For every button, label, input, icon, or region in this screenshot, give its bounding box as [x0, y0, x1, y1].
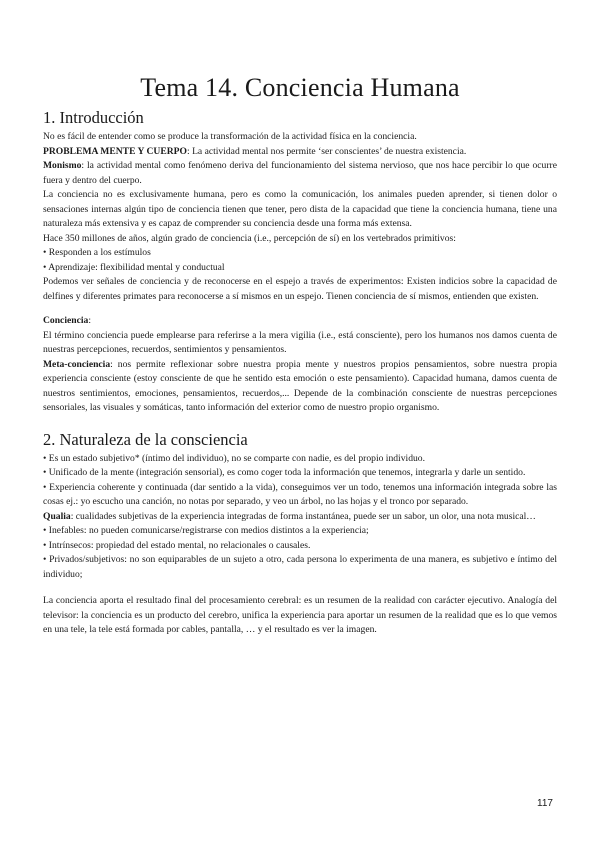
- term-label: PROBLEMA MENTE Y CUERPO: [43, 145, 187, 157]
- paragraph: Qualia: cualidades subjetivas de la experiencia integradas de forma instantánea, puede ser un sabor, un olor, una nota musical…: [43, 510, 536, 522]
- list-item: • Intrínsecos: propiedad del estado mental, no relacionales o causales.: [43, 539, 311, 551]
- term-label: Meta-conciencia: [43, 358, 111, 370]
- section-heading-naturaleza: 2. Naturaleza de la consciencia: [43, 429, 248, 449]
- paragraph: Podemos ver señales de conciencia y de reconocerse en el espejo a través de experimentos: Existen indicios sobre la capacidad de delfines y diferentes primates para reconocerse a sí mismos en un espejo. Tienen conciencia de sí mismos, entienden que existen.: [43, 276, 557, 302]
- section-heading-introduccion: 1. Introducción: [43, 108, 144, 127]
- list-item: • Aprendizaje: flexibilidad mental y conductual: [43, 261, 225, 273]
- page-number: 117: [537, 798, 553, 809]
- paragraph: El término conciencia puede emplearse para referirse a la mera vigilia (i.e., está consciente), pero los humanos nos damos cuenta de nuestras percepciones, recuerdos, sentimientos y pensamientos.: [43, 329, 557, 355]
- list-item: • Privados/subjetivos: no son equiparables de un sujeto a otro, cada persona lo experimenta de una manera, es subjetivo e íntimo del individuo;: [43, 554, 557, 580]
- document-page: [43, 72, 557, 638]
- list-item: • Responden a los estímulos: [43, 247, 151, 258]
- paragraph: Meta-conciencia: nos permite reflexionar sobre nuestra propia mente y nuestros propios pensamientos, sobre nuestra propia experiencia consciente (estoy consciente de que he sentido esta emoción o este pensamiento). Capacidad humana, damos cuenta de nuestros sentimientos, emociones, pensamientos, recuerdos,... Depende de la combinación consciente de nuestras percepciones sensoriales, las visuales y somáticas, tanto información del exterior como de nuestro propio organismo.: [43, 358, 557, 413]
- paragraph: No es fácil de entender como se produce la transformación de la actividad física en la conciencia.: [43, 131, 417, 142]
- paragraph: La conciencia no es exclusivamente humana, pero es como la comunicación, los animales pueden aprender, si tienen dolor o sensaciones internas algún tipo de conciencia tienen que tener, pero dista de la capacidad que tiene la conciencia humana, tiene una naturaleza más extensiva y es capaz de comprender su conciencia desde una forma más extensa.: [43, 189, 557, 229]
- paragraph: Conciencia:: [43, 315, 91, 326]
- term-label: Monismo: [43, 160, 82, 171]
- list-item: • Inefables: no pueden comunicarse/registrarse con medios distintos a la experiencia;: [43, 525, 369, 536]
- list-item: • Es un estado subjetivo* (íntimo del individuo), no se comparte con nadie, es del propio individuo.: [43, 452, 425, 464]
- list-item: • Experiencia coherente y continuada (dar sentido a la vida), conseguimos ver un todo, tenemos una información integrada sobre las cosas ej.: yo escucho una canción, no notas por separado, y veo un árbol, no las hojas y el tronco por separado.: [43, 481, 557, 507]
- page-title: Tema 14. Conciencia Humana: [140, 73, 460, 102]
- paragraph: La conciencia aporta el resultado final del procesamiento cerebral: es un resumen de la realidad con carácter ejecutivo. Analogía del televisor: la conciencia es un producto del cerebro, unifica la experiencia para aportar un resumen de la realidad que es lo que vemos en una tele, la tele está formada por cables, pantalla, … y el resultado es ver la imagen.: [43, 595, 557, 635]
- paragraph: Monismo: la actividad mental como fenómeno deriva del funcionamiento del sistema nervioso, que nos hace percibir lo que ocurre fuera y dentro del cuerpo.: [43, 160, 557, 186]
- term-label: Conciencia: [43, 315, 89, 326]
- paragraph: PROBLEMA MENTE Y CUERPO: La actividad mental nos permite ‘ser conscientes’ de nuestra existencia.: [43, 145, 467, 157]
- term-label: Qualia: [43, 510, 71, 522]
- list-item: • Unificado de la mente (integración sensorial), es como coger toda la información que tenemos, integrarla y darle un sentido.: [43, 467, 526, 478]
- paragraph: Hace 350 millones de años, algún grado de conciencia (i.e., percepción de sí) en los vertebrados primitivos:: [43, 232, 456, 244]
